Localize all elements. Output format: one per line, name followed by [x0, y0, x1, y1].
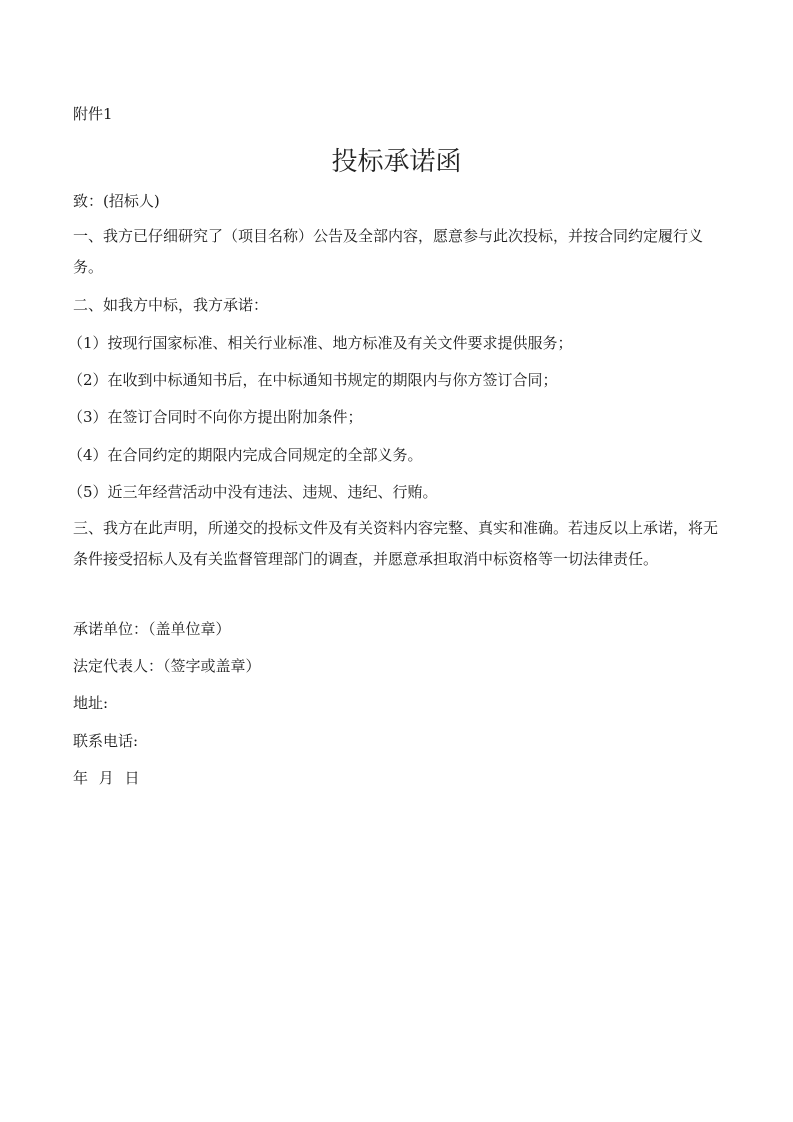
clause-1: 一、我方已仔细研究了（项目名称）公告及全部内容，愿意参与此次投标，并按合同约定履行义务。 — [73, 227, 704, 276]
clause-2-item-4: （4）在合同约定的期限内完成合同规定的全部义务。 — [68, 446, 423, 464]
clause-2-item-3: （3）在签订合同时不向你方提出附加条件； — [68, 408, 363, 426]
signature-unit: 承诺单位：（盖单位章） — [73, 620, 231, 638]
signature-representative: 法定代表人：（签字或盖章） — [73, 657, 261, 675]
signature-date: 年 月 日 — [73, 769, 140, 787]
signature-address: 地址: — [73, 694, 109, 712]
clause-2-item-2: （2）在收到中标通知书后，在中标通知书规定的期限内与你方签订合同； — [68, 371, 558, 389]
signature-phone: 联系电话: — [73, 732, 139, 750]
clause-2-item-5: （5）近三年经营活动中没有违法、违规、违纪、行贿。 — [68, 483, 438, 501]
clause-2-intro: 二、如我方中标，我方承诺： — [73, 296, 269, 314]
document-title: 投标承诺函 — [331, 147, 462, 177]
clause-3: 三、我方在此声明，所递交的投标文件及有关资料内容完整、真实和准确。若违反以上承诺，将无条件接受招标人及有关监督管理部门的调查，并愿意承担取消中标资格等一切法律责任。 — [73, 519, 719, 568]
clause-2-item-1: （1）按现行国家标准、相关行业标准、地方标准及有关文件要求提供服务； — [68, 334, 573, 352]
salutation: 致：(招标人) — [73, 192, 160, 210]
attachment-label: 附件1 — [73, 105, 113, 123]
